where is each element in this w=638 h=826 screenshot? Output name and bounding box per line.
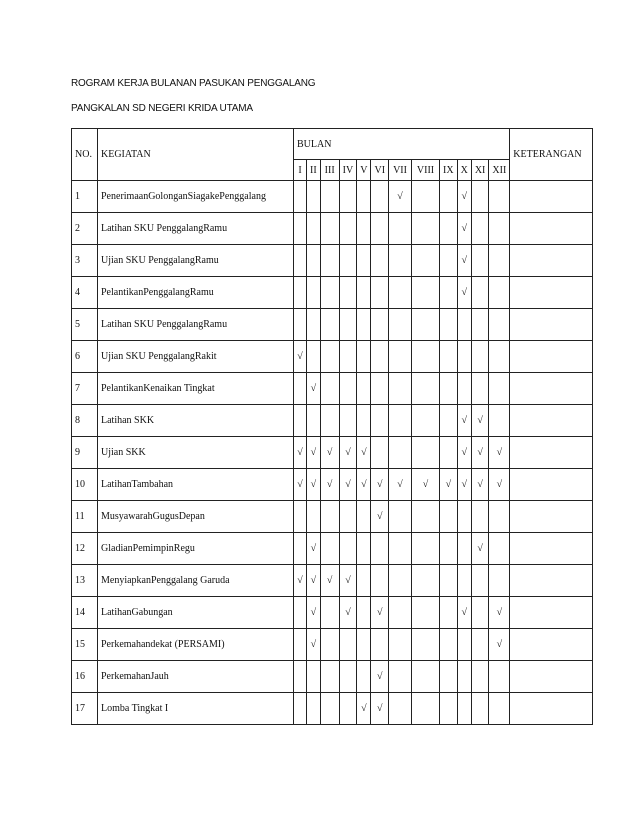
month-cell bbox=[371, 309, 389, 341]
month-cell bbox=[412, 181, 440, 213]
month-cell bbox=[294, 661, 307, 693]
row-keterangan bbox=[510, 181, 593, 213]
month-cell bbox=[440, 277, 458, 309]
check-mark: √ bbox=[371, 661, 389, 693]
month-cell bbox=[489, 373, 510, 405]
month-cell bbox=[294, 277, 307, 309]
month-cell bbox=[389, 245, 412, 277]
month-cell bbox=[320, 341, 339, 373]
month-cell bbox=[471, 309, 489, 341]
check-mark: √ bbox=[489, 629, 510, 661]
month-header-9: IX bbox=[440, 160, 458, 181]
check-mark: √ bbox=[457, 181, 471, 213]
month-cell bbox=[389, 597, 412, 629]
month-cell bbox=[489, 565, 510, 597]
month-cell bbox=[412, 693, 440, 725]
month-cell bbox=[389, 693, 412, 725]
row-number: 10 bbox=[72, 469, 98, 501]
check-mark: √ bbox=[389, 469, 412, 501]
month-cell bbox=[320, 405, 339, 437]
table-row bbox=[72, 213, 593, 245]
month-cell bbox=[471, 693, 489, 725]
row-kegiatan: LatihanGabungan bbox=[98, 597, 294, 629]
check-mark: √ bbox=[357, 437, 371, 469]
month-cell bbox=[389, 661, 412, 693]
check-mark: √ bbox=[457, 405, 471, 437]
month-cell bbox=[339, 277, 357, 309]
row-kegiatan: Ujian SKK bbox=[98, 437, 294, 469]
month-cell bbox=[389, 533, 412, 565]
check-mark: √ bbox=[457, 245, 471, 277]
row-keterangan bbox=[510, 373, 593, 405]
check-mark: √ bbox=[307, 565, 321, 597]
month-cell bbox=[489, 693, 510, 725]
check-mark: √ bbox=[357, 693, 371, 725]
month-cell bbox=[440, 597, 458, 629]
check-mark: √ bbox=[357, 469, 371, 501]
month-cell bbox=[307, 341, 321, 373]
check-mark: √ bbox=[294, 565, 307, 597]
month-cell bbox=[294, 309, 307, 341]
check-mark: √ bbox=[389, 181, 412, 213]
row-kegiatan: LatihanTambahan bbox=[98, 469, 294, 501]
month-cell bbox=[440, 309, 458, 341]
month-cell bbox=[357, 629, 371, 661]
month-cell bbox=[320, 213, 339, 245]
check-mark: √ bbox=[457, 437, 471, 469]
month-cell bbox=[389, 565, 412, 597]
row-kegiatan: Ujian SKU PenggalangRakit bbox=[98, 341, 294, 373]
month-cell bbox=[471, 341, 489, 373]
month-cell bbox=[357, 501, 371, 533]
month-cell bbox=[320, 181, 339, 213]
month-cell bbox=[307, 501, 321, 533]
row-number: 8 bbox=[72, 405, 98, 437]
month-cell bbox=[412, 373, 440, 405]
check-mark: √ bbox=[489, 597, 510, 629]
row-kegiatan: Latihan SKU PenggalangRamu bbox=[98, 213, 294, 245]
row-keterangan bbox=[510, 277, 593, 309]
month-cell bbox=[294, 597, 307, 629]
month-cell bbox=[471, 373, 489, 405]
month-cell bbox=[412, 405, 440, 437]
month-cell bbox=[440, 533, 458, 565]
month-cell bbox=[357, 405, 371, 437]
month-cell bbox=[339, 661, 357, 693]
month-cell bbox=[371, 565, 389, 597]
month-cell bbox=[357, 277, 371, 309]
row-kegiatan: PenerimaanGolonganSiagakePenggalang bbox=[98, 181, 294, 213]
row-number: 9 bbox=[72, 437, 98, 469]
row-number: 15 bbox=[72, 629, 98, 661]
row-kegiatan: Lomba Tingkat I bbox=[98, 693, 294, 725]
month-cell bbox=[357, 661, 371, 693]
month-cell bbox=[440, 213, 458, 245]
month-cell bbox=[389, 341, 412, 373]
month-cell bbox=[471, 501, 489, 533]
row-keterangan bbox=[510, 661, 593, 693]
check-mark: √ bbox=[294, 341, 307, 373]
month-cell bbox=[357, 341, 371, 373]
month-cell bbox=[489, 277, 510, 309]
month-cell bbox=[357, 309, 371, 341]
month-cell bbox=[440, 181, 458, 213]
month-cell bbox=[371, 437, 389, 469]
month-cell bbox=[294, 213, 307, 245]
row-number: 17 bbox=[72, 693, 98, 725]
check-mark: √ bbox=[489, 469, 510, 501]
table-row bbox=[72, 277, 593, 309]
month-cell bbox=[371, 341, 389, 373]
month-cell bbox=[339, 341, 357, 373]
check-mark: √ bbox=[412, 469, 440, 501]
month-cell bbox=[412, 501, 440, 533]
month-cell bbox=[457, 661, 471, 693]
month-cell bbox=[471, 629, 489, 661]
month-cell bbox=[489, 661, 510, 693]
row-kegiatan: PelantikanPenggalangRamu bbox=[98, 277, 294, 309]
check-mark: √ bbox=[339, 437, 357, 469]
header-no: NO. bbox=[72, 129, 98, 181]
month-cell bbox=[457, 341, 471, 373]
month-cell bbox=[320, 277, 339, 309]
check-mark: √ bbox=[339, 597, 357, 629]
row-number: 6 bbox=[72, 341, 98, 373]
month-cell bbox=[307, 693, 321, 725]
month-cell bbox=[307, 181, 321, 213]
row-number: 3 bbox=[72, 245, 98, 277]
row-number: 14 bbox=[72, 597, 98, 629]
schedule-table bbox=[71, 128, 593, 725]
month-cell bbox=[457, 501, 471, 533]
month-cell bbox=[339, 405, 357, 437]
table-row bbox=[72, 245, 593, 277]
check-mark: √ bbox=[339, 565, 357, 597]
month-cell bbox=[320, 245, 339, 277]
check-mark: √ bbox=[371, 469, 389, 501]
check-mark: √ bbox=[307, 597, 321, 629]
month-cell bbox=[440, 629, 458, 661]
month-cell bbox=[320, 629, 339, 661]
month-cell bbox=[412, 245, 440, 277]
month-cell bbox=[489, 405, 510, 437]
month-header-5: V bbox=[357, 160, 371, 181]
check-mark: √ bbox=[457, 213, 471, 245]
month-cell bbox=[371, 405, 389, 437]
month-cell bbox=[489, 213, 510, 245]
row-keterangan bbox=[510, 565, 593, 597]
table-row bbox=[72, 181, 593, 213]
check-mark: √ bbox=[371, 597, 389, 629]
month-cell bbox=[440, 501, 458, 533]
month-cell bbox=[371, 373, 389, 405]
table-row bbox=[72, 661, 593, 693]
row-keterangan bbox=[510, 213, 593, 245]
month-cell bbox=[412, 629, 440, 661]
check-mark: √ bbox=[471, 533, 489, 565]
month-cell bbox=[440, 661, 458, 693]
check-mark: √ bbox=[307, 373, 321, 405]
row-number: 13 bbox=[72, 565, 98, 597]
row-keterangan bbox=[510, 597, 593, 629]
month-cell bbox=[371, 277, 389, 309]
month-cell bbox=[412, 565, 440, 597]
table-row bbox=[72, 341, 593, 373]
month-cell bbox=[339, 213, 357, 245]
month-cell bbox=[320, 309, 339, 341]
row-keterangan bbox=[510, 437, 593, 469]
month-cell bbox=[307, 661, 321, 693]
month-cell bbox=[457, 533, 471, 565]
check-mark: √ bbox=[489, 437, 510, 469]
month-cell bbox=[471, 277, 489, 309]
month-cell bbox=[339, 373, 357, 405]
month-cell bbox=[440, 565, 458, 597]
row-kegiatan: PerkemahanJauh bbox=[98, 661, 294, 693]
month-header-7: VII bbox=[389, 160, 412, 181]
check-mark: √ bbox=[320, 437, 339, 469]
month-cell bbox=[294, 693, 307, 725]
month-cell bbox=[339, 245, 357, 277]
month-cell bbox=[489, 341, 510, 373]
month-cell bbox=[294, 501, 307, 533]
month-cell bbox=[371, 533, 389, 565]
month-cell bbox=[339, 533, 357, 565]
month-cell bbox=[389, 213, 412, 245]
month-cell bbox=[307, 309, 321, 341]
month-cell bbox=[339, 181, 357, 213]
month-cell bbox=[457, 693, 471, 725]
month-cell bbox=[371, 245, 389, 277]
month-cell bbox=[371, 629, 389, 661]
row-number: 16 bbox=[72, 661, 98, 693]
month-cell bbox=[412, 661, 440, 693]
month-cell bbox=[389, 437, 412, 469]
month-header-10: X bbox=[457, 160, 471, 181]
check-mark: √ bbox=[371, 693, 389, 725]
month-header-11: XI bbox=[471, 160, 489, 181]
month-cell bbox=[339, 693, 357, 725]
month-cell bbox=[339, 309, 357, 341]
month-header-12: XII bbox=[489, 160, 510, 181]
row-kegiatan: Perkemahandekat (PERSAMI) bbox=[98, 629, 294, 661]
table-row bbox=[72, 309, 593, 341]
month-cell bbox=[489, 533, 510, 565]
row-keterangan bbox=[510, 309, 593, 341]
month-cell bbox=[412, 437, 440, 469]
month-cell bbox=[471, 181, 489, 213]
month-cell bbox=[339, 629, 357, 661]
row-keterangan bbox=[510, 341, 593, 373]
row-keterangan bbox=[510, 629, 593, 661]
month-cell bbox=[457, 309, 471, 341]
row-number: 2 bbox=[72, 213, 98, 245]
month-cell bbox=[489, 501, 510, 533]
month-cell bbox=[320, 533, 339, 565]
check-mark: √ bbox=[457, 597, 471, 629]
check-mark: √ bbox=[471, 437, 489, 469]
row-kegiatan: MusyawarahGugusDepan bbox=[98, 501, 294, 533]
month-cell bbox=[412, 213, 440, 245]
check-mark: √ bbox=[457, 469, 471, 501]
table-row bbox=[72, 501, 593, 533]
month-cell bbox=[357, 181, 371, 213]
check-mark: √ bbox=[457, 277, 471, 309]
month-header-2: II bbox=[307, 160, 321, 181]
month-cell bbox=[307, 405, 321, 437]
table-row bbox=[72, 373, 593, 405]
check-mark: √ bbox=[471, 469, 489, 501]
month-header-4: IV bbox=[339, 160, 357, 181]
month-cell bbox=[320, 661, 339, 693]
check-mark: √ bbox=[371, 501, 389, 533]
row-number: 11 bbox=[72, 501, 98, 533]
month-cell bbox=[389, 309, 412, 341]
month-header-6: VI bbox=[371, 160, 389, 181]
row-number: 7 bbox=[72, 373, 98, 405]
month-cell bbox=[412, 533, 440, 565]
table-row bbox=[72, 405, 593, 437]
month-cell bbox=[440, 341, 458, 373]
row-keterangan bbox=[510, 533, 593, 565]
row-number: 4 bbox=[72, 277, 98, 309]
month-cell bbox=[294, 181, 307, 213]
check-mark: √ bbox=[440, 469, 458, 501]
row-number: 1 bbox=[72, 181, 98, 213]
month-cell bbox=[489, 181, 510, 213]
row-keterangan bbox=[510, 405, 593, 437]
row-kegiatan: PelantikanKenaikan Tingkat bbox=[98, 373, 294, 405]
row-keterangan bbox=[510, 501, 593, 533]
row-keterangan bbox=[510, 469, 593, 501]
header-bulan: BULAN bbox=[294, 129, 510, 160]
month-cell bbox=[389, 501, 412, 533]
check-mark: √ bbox=[294, 469, 307, 501]
table-row bbox=[72, 597, 593, 629]
month-cell bbox=[294, 629, 307, 661]
month-cell bbox=[457, 373, 471, 405]
document-title: ROGRAM KERJA BULANAN PASUKAN PENGGALANG bbox=[71, 78, 316, 89]
month-cell bbox=[412, 597, 440, 629]
month-header-8: VIII bbox=[412, 160, 440, 181]
row-number: 5 bbox=[72, 309, 98, 341]
month-cell bbox=[412, 341, 440, 373]
row-kegiatan: Latihan SKK bbox=[98, 405, 294, 437]
table-row bbox=[72, 437, 593, 469]
row-keterangan bbox=[510, 693, 593, 725]
month-cell bbox=[471, 213, 489, 245]
table-row bbox=[72, 693, 593, 725]
table-row bbox=[72, 565, 593, 597]
row-kegiatan: GladianPemimpinRegu bbox=[98, 533, 294, 565]
header-kegiatan: KEGIATAN bbox=[98, 129, 294, 181]
month-cell bbox=[357, 533, 371, 565]
month-cell bbox=[357, 245, 371, 277]
check-mark: √ bbox=[320, 565, 339, 597]
check-mark: √ bbox=[339, 469, 357, 501]
month-cell bbox=[320, 501, 339, 533]
month-cell bbox=[440, 245, 458, 277]
check-mark: √ bbox=[307, 469, 321, 501]
row-kegiatan: Ujian SKU PenggalangRamu bbox=[98, 245, 294, 277]
month-cell bbox=[307, 277, 321, 309]
table-row bbox=[72, 469, 593, 501]
document-subtitle: PANGKALAN SD NEGERI KRIDA UTAMA bbox=[71, 103, 253, 114]
month-cell bbox=[440, 405, 458, 437]
month-cell bbox=[389, 405, 412, 437]
month-cell bbox=[320, 693, 339, 725]
month-cell bbox=[389, 277, 412, 309]
table-row bbox=[72, 533, 593, 565]
month-cell bbox=[471, 565, 489, 597]
month-cell bbox=[471, 597, 489, 629]
month-cell bbox=[440, 373, 458, 405]
month-cell bbox=[320, 597, 339, 629]
month-header-3: III bbox=[320, 160, 339, 181]
month-cell bbox=[371, 181, 389, 213]
check-mark: √ bbox=[307, 437, 321, 469]
check-mark: √ bbox=[320, 469, 339, 501]
month-cell bbox=[489, 309, 510, 341]
month-cell bbox=[357, 565, 371, 597]
row-number: 12 bbox=[72, 533, 98, 565]
month-cell bbox=[294, 533, 307, 565]
month-header-1: I bbox=[294, 160, 307, 181]
month-cell bbox=[412, 277, 440, 309]
month-cell bbox=[440, 437, 458, 469]
check-mark: √ bbox=[307, 629, 321, 661]
month-cell bbox=[294, 373, 307, 405]
month-cell bbox=[471, 245, 489, 277]
month-cell bbox=[357, 597, 371, 629]
month-cell bbox=[357, 373, 371, 405]
row-kegiatan: Latihan SKU PenggalangRamu bbox=[98, 309, 294, 341]
header-keterangan: KETERANGAN bbox=[510, 129, 593, 181]
month-cell bbox=[294, 245, 307, 277]
month-cell bbox=[339, 501, 357, 533]
check-mark: √ bbox=[471, 405, 489, 437]
month-cell bbox=[294, 405, 307, 437]
month-cell bbox=[489, 245, 510, 277]
month-cell bbox=[412, 309, 440, 341]
month-cell bbox=[307, 213, 321, 245]
month-cell bbox=[320, 373, 339, 405]
check-mark: √ bbox=[307, 533, 321, 565]
month-cell bbox=[389, 629, 412, 661]
month-cell bbox=[457, 629, 471, 661]
month-cell bbox=[457, 565, 471, 597]
table-row bbox=[72, 629, 593, 661]
month-cell bbox=[389, 373, 412, 405]
month-cell bbox=[471, 661, 489, 693]
row-keterangan bbox=[510, 245, 593, 277]
month-cell bbox=[307, 245, 321, 277]
month-cell bbox=[440, 693, 458, 725]
check-mark: √ bbox=[294, 437, 307, 469]
month-cell bbox=[357, 213, 371, 245]
month-cell bbox=[371, 213, 389, 245]
row-kegiatan: MenyiapkanPenggalang Garuda bbox=[98, 565, 294, 597]
